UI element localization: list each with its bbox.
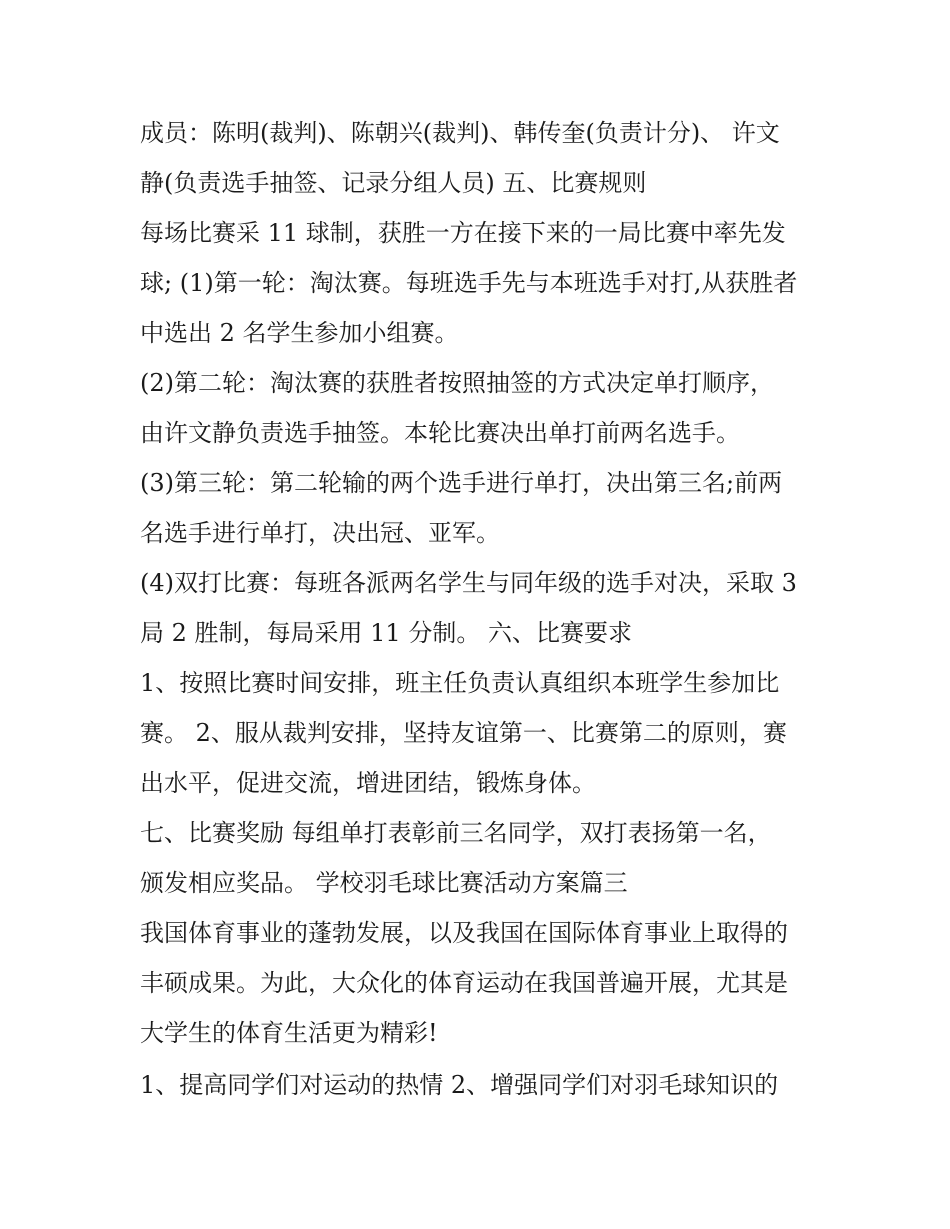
- text-line: 颁发相应奖品。 学校羽毛球比赛活动方案篇三: [140, 869, 628, 897]
- text-line: 名选手进行单打，决出冠、亚军。: [140, 519, 500, 547]
- text-line: 出水平，促进交流，增进团结，锻炼身体。: [140, 769, 596, 797]
- text-line: 由许文静负责选手抽签。本轮比赛决出单打前两名选手。: [140, 419, 740, 447]
- text-line: 成员：陈明(裁判)、陈朝兴(裁判)、韩传奎(负责计分)、 许文: [140, 119, 780, 147]
- text-line: (4)双打比赛：每班各派两名学生与同年级的选手对决，采取 3: [140, 569, 797, 597]
- text-line: 1、按照比赛时间安排，班主任负责认真组织本班学生参加比: [140, 669, 780, 697]
- text-line: 每场比赛采 11 球制，获胜一方在接下来的一局比赛中率先发: [140, 219, 786, 247]
- text-line: 静(负责选手抽签、记录分组人员) 五、比赛规则: [140, 169, 647, 197]
- text-line: 丰硕成果。为此，大众化的体育运动在我国普遍开展，尤其是: [140, 969, 788, 997]
- text-line: 球; (1)第一轮：淘汰赛。每班选手先与本班选手对打,从获胜者: [140, 269, 798, 297]
- document-body: [140, 108, 840, 1110]
- text-line: 中选出 2 名学生参加小组赛。: [140, 319, 459, 347]
- text-line: 赛。 2、服从裁判安排，坚持友谊第一、比赛第二的原则，赛: [140, 719, 787, 747]
- text-line: 大学生的体育生活更为精彩!: [140, 1019, 438, 1047]
- text-line: 七、比赛奖励 每组单打表彰前三名同学，双打表扬第一名，: [140, 819, 772, 847]
- text-line: 局 2 胜制，每局采用 11 分制。 六、比赛要求: [140, 619, 632, 647]
- text-line: (2)第二轮：淘汰赛的获胜者按照抽签的方式决定单打顺序，: [140, 369, 774, 397]
- text-line: (3)第三轮：第二轮输的两个选手进行单打，决出第三名;前两: [140, 469, 783, 497]
- text-line: 1、提高同学们对运动的热情 2、增强同学们对羽毛球知识的: [140, 1071, 779, 1099]
- text-line: 我国体育事业的蓬勃发展，以及我国在国际体育事业上取得的: [140, 919, 788, 947]
